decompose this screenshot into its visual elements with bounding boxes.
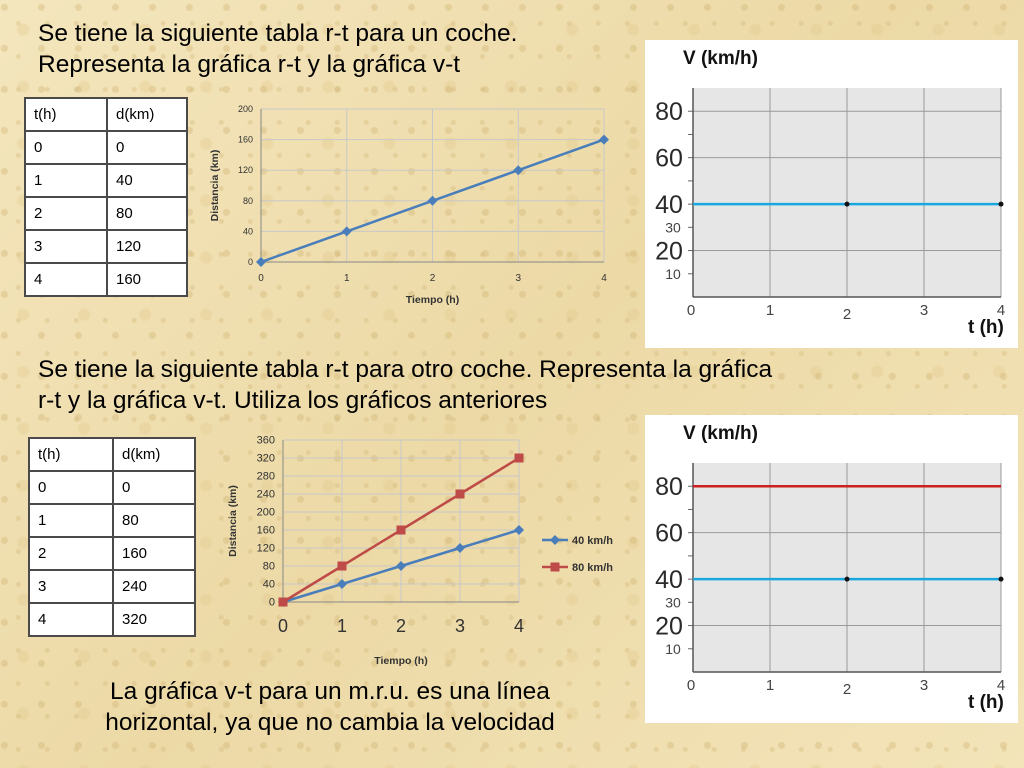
x-tick-label: 1: [343, 273, 350, 284]
data-point-square: [551, 563, 560, 572]
y-tick-label: 200: [256, 506, 275, 519]
y-tick-label: 20: [655, 237, 683, 266]
y-tick-label: 0: [268, 596, 275, 609]
table-header-row: [25, 98, 187, 131]
y-tick-label: 60: [655, 519, 683, 548]
table-row: [29, 570, 195, 603]
table-cell: 2: [29, 537, 113, 570]
data-point-diamond: [513, 165, 523, 175]
data-point-diamond: [428, 196, 438, 206]
heading-2: [38, 354, 772, 416]
data-point-diamond: [514, 525, 524, 535]
y-tick-label: 120: [256, 542, 275, 555]
footer-line: La gráfica v-t para un m.r.u. es una línea: [110, 678, 550, 705]
y-tick-label: 240: [256, 488, 275, 501]
table-header-row: [29, 438, 195, 471]
table-row: [25, 131, 187, 164]
data-point-square: [515, 454, 524, 463]
table-row: [25, 197, 187, 230]
table-cell: 4: [25, 263, 107, 296]
table-row: [29, 537, 195, 570]
footer-text: [40, 676, 620, 738]
data-point-square: [456, 490, 465, 499]
table-row: [29, 504, 195, 537]
h1-line: Representa la gráfica r-t y la gráfica v-t: [38, 51, 461, 78]
table-header-cell: d(km): [107, 98, 187, 131]
data-point-diamond: [455, 543, 465, 553]
y-axis-title: Distancia (km): [227, 485, 239, 557]
x-tick-label: 3: [454, 616, 466, 636]
table-cell: 120: [107, 230, 187, 263]
y-axis-title: Distancia (km): [209, 149, 221, 222]
table-row: [25, 230, 187, 263]
y-tick-label-minor: 30: [665, 594, 681, 611]
data-point-square: [397, 526, 406, 535]
distance-time-chart-2: [222, 430, 634, 672]
x-tick-label: 1: [765, 677, 775, 694]
table-row: [29, 471, 195, 504]
table-header-cell: t(h): [25, 98, 107, 131]
data-point-diamond: [256, 257, 266, 267]
h2-line: Se tiene la siguiente tabla r-t para otro coche. Representa la gráfica: [38, 356, 773, 383]
y-axis-title: V (km/h): [683, 48, 758, 69]
y-tick-label: 160: [256, 524, 275, 537]
y-tick-label: 280: [256, 470, 275, 483]
data-point: [999, 577, 1004, 582]
table-cell: 4: [29, 603, 113, 636]
y-tick-label: 160: [237, 134, 253, 145]
y-axis-title: V (km/h): [683, 423, 758, 444]
x-tick-label: 0: [686, 302, 696, 319]
y-tick-label: 80: [242, 195, 253, 206]
x-tick-label: 0: [258, 273, 264, 284]
time-distance-table-2: [28, 437, 196, 637]
x-tick-label: 3: [919, 677, 929, 694]
h2-line: r-t y la gráfica v-t. Utiliza los gráficos anteriores: [38, 387, 548, 414]
table-cell: 240: [113, 570, 195, 603]
x-tick-label: 2: [429, 273, 436, 284]
table-row: [25, 263, 187, 296]
y-tick-label: 40: [655, 566, 683, 595]
x-tick-label: 2: [395, 616, 407, 636]
table-cell: 0: [107, 131, 187, 164]
table-cell: 160: [113, 537, 195, 570]
table-cell: 80: [107, 197, 187, 230]
y-tick-label: 20: [655, 612, 683, 641]
y-tick-label: 60: [655, 144, 683, 173]
x-tick-label: 4: [513, 616, 525, 636]
legend-label: 80 km/h: [572, 562, 613, 574]
data-point: [845, 577, 850, 582]
y-tick-label-minor: 10: [665, 640, 681, 657]
table-cell: 160: [107, 263, 187, 296]
x-tick-label: 4: [996, 677, 1006, 694]
table-cell: 80: [113, 504, 195, 537]
x-tick-label: 2: [842, 681, 852, 698]
x-tick-label: 1: [336, 616, 348, 636]
y-tick-label: 120: [237, 165, 253, 176]
y-tick-label: 320: [256, 452, 275, 465]
data-point-diamond: [550, 535, 560, 545]
x-tick-label: 4: [996, 302, 1006, 319]
y-tick-label: 40: [262, 578, 275, 591]
data-point: [845, 202, 850, 207]
x-tick-label: 2: [842, 306, 852, 323]
x-axis-title: t (h): [968, 692, 1004, 713]
table-cell: 2: [25, 197, 107, 230]
y-tick-label: 40: [242, 226, 253, 237]
h1-line: Se tiene la siguiente tabla r-t para un coche.: [38, 20, 518, 47]
x-tick-label: 3: [515, 273, 522, 284]
table-cell: 0: [25, 131, 107, 164]
table-cell: 0: [29, 471, 113, 504]
y-tick-label: 80: [262, 560, 275, 573]
y-tick-label: 0: [247, 257, 253, 267]
heading-1: [38, 18, 517, 80]
table-header-cell: d(km): [113, 438, 195, 471]
x-tick-label: 0: [277, 616, 289, 636]
table-cell: 3: [29, 570, 113, 603]
table-cell: 3: [25, 230, 107, 263]
data-point-square: [279, 598, 288, 607]
y-tick-label: 80: [655, 98, 683, 127]
y-tick-label: 40: [655, 191, 683, 220]
data-point-square: [338, 562, 347, 571]
time-distance-table-1: [24, 97, 188, 297]
distance-time-chart-1: [208, 100, 618, 312]
velocity-time-chart-2: [645, 415, 1018, 723]
data-point-diamond: [599, 135, 609, 145]
table-cell: 0: [113, 471, 195, 504]
y-tick-label-minor: 10: [665, 265, 681, 282]
x-axis-title: t (h): [968, 317, 1004, 338]
table-cell: 1: [29, 504, 113, 537]
x-axis-title: Tiempo (h): [374, 655, 428, 667]
velocity-time-chart-1: [645, 40, 1018, 348]
y-tick-label: 200: [237, 104, 253, 114]
y-tick-label-minor: 30: [665, 219, 681, 236]
x-tick-label: 4: [601, 273, 607, 284]
data-point-diamond: [337, 579, 347, 589]
y-tick-label: 360: [256, 434, 275, 447]
table-header-cell: t(h): [29, 438, 113, 471]
x-tick-label: 3: [919, 302, 929, 319]
x-axis-title: Tiempo (h): [405, 294, 460, 306]
x-tick-label: 0: [686, 677, 696, 694]
data-point-diamond: [342, 226, 352, 236]
table-row: [25, 164, 187, 197]
footer-line: horizontal, ya que no cambia la velocidad: [105, 709, 555, 736]
table-cell: 320: [113, 603, 195, 636]
y-tick-label: 80: [655, 473, 683, 502]
data-point: [999, 202, 1004, 207]
x-tick-label: 1: [765, 302, 775, 319]
table-cell: 1: [25, 164, 107, 197]
table-cell: 40: [107, 164, 187, 197]
legend-label: 40 km/h: [572, 535, 613, 547]
table-row: [29, 603, 195, 636]
data-point-diamond: [396, 561, 406, 571]
